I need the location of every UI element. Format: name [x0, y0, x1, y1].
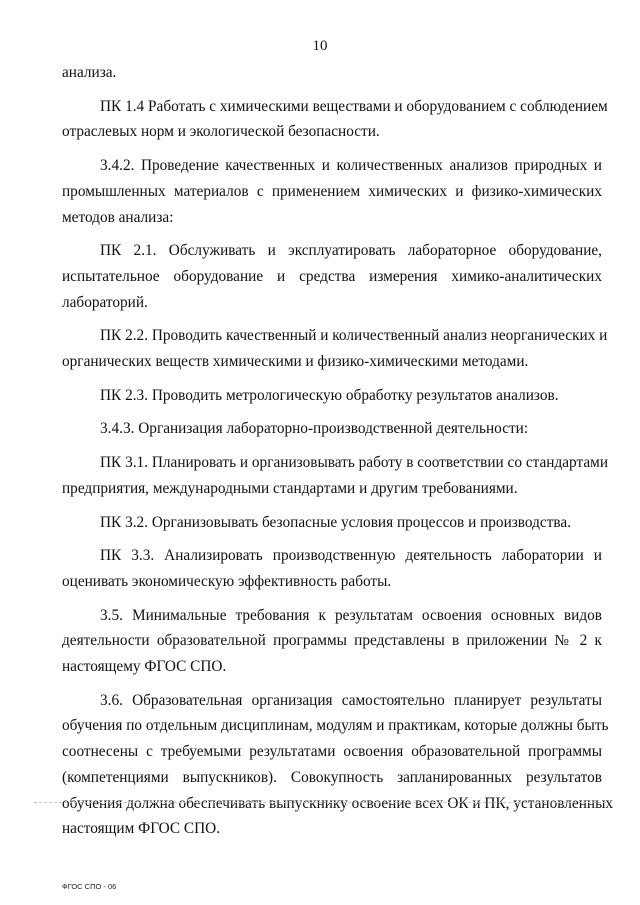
text-line: 3.4.3. Организация лабораторно-производственной деятельности: — [100, 420, 529, 438]
page-number: 10 — [312, 38, 328, 54]
text-line: обучения должна обеспечивать выпускнику освоение всех ОК и ПК, установленных — [62, 794, 614, 812]
text-line: ПК 2.3. Проводить метрологическую обработку результатов анализов. — [100, 386, 559, 404]
divider-line — [34, 802, 606, 803]
text-line: промышленных материалов с применением химических и физико-химических — [62, 182, 602, 200]
text-line: (компетенциями выпускников). Совокупность запланированных результатов — [62, 768, 602, 786]
text-line: 3.6. Образовательная организация самостоятельно планирует результаты — [100, 691, 602, 709]
text-line: методов анализа: — [62, 208, 174, 226]
text-line: соотнесены с требуемыми результатами освоения образовательной программы — [62, 743, 602, 761]
paragraph — [62, 688, 614, 842]
paragraph — [62, 60, 602, 86]
text-line: деятельности образовательной программы представлены в приложении № 2 к — [62, 632, 602, 650]
footer-label: ФГОС СПО - 06 — [62, 882, 117, 891]
text-line: органических веществ химическими и физико-химическими методами. — [62, 353, 529, 371]
text-line: ПК 3.2. Организовывать безопасные условия процессов и производства. — [100, 513, 572, 531]
text-line: анализа. — [62, 64, 117, 81]
paragraph — [62, 510, 602, 536]
paragraph — [62, 323, 608, 374]
text-line: 3.4.2. Проведение качественных и количественных анализов природных и — [100, 157, 602, 175]
text-line: оценивать экономическую эффективность работы. — [62, 572, 392, 590]
text-line: 3.5. Минимальные требования к результатам освоения основных видов — [100, 606, 602, 624]
paragraph — [62, 383, 602, 409]
text-line: ПК 2.1. Обслуживать и эксплуатировать лабораторное оборудование, — [100, 242, 602, 260]
text-line: обучения по отдельным дисциплинам, модулям и практикам, которые должны быть — [62, 717, 609, 735]
paragraph — [62, 238, 602, 315]
paragraph — [62, 94, 608, 145]
text-line: настоящим ФГОС СПО. — [62, 820, 221, 838]
text-line: ПК 3.3. Анализировать производственную деятельность лаборатории и — [100, 547, 602, 565]
text-line: настоящему ФГОС СПО. — [62, 658, 227, 676]
text-line: лабораторий. — [62, 293, 148, 311]
paragraph — [62, 153, 602, 230]
document-body — [62, 60, 614, 850]
text-line: ПК 2.2. Проводить качественный и количественный анализ неорганических и — [100, 327, 608, 345]
text-line: предприятия, международными стандартами и другим требованиями. — [62, 479, 518, 497]
text-line: ПК 1.4 Работать с химическими веществами и оборудованием с соблюдением — [100, 97, 608, 115]
text-line: испытательное оборудование и средства измерения химико-аналитических — [62, 267, 602, 285]
text-line: отраслевых норм и экологической безопасности. — [62, 123, 380, 141]
paragraph — [62, 543, 602, 594]
section-heading — [62, 416, 602, 442]
paragraph — [62, 450, 609, 501]
paragraph — [62, 603, 602, 680]
text-line: ПК 3.1. Планировать и организовывать работу в соответствии со стандартами — [100, 454, 609, 472]
